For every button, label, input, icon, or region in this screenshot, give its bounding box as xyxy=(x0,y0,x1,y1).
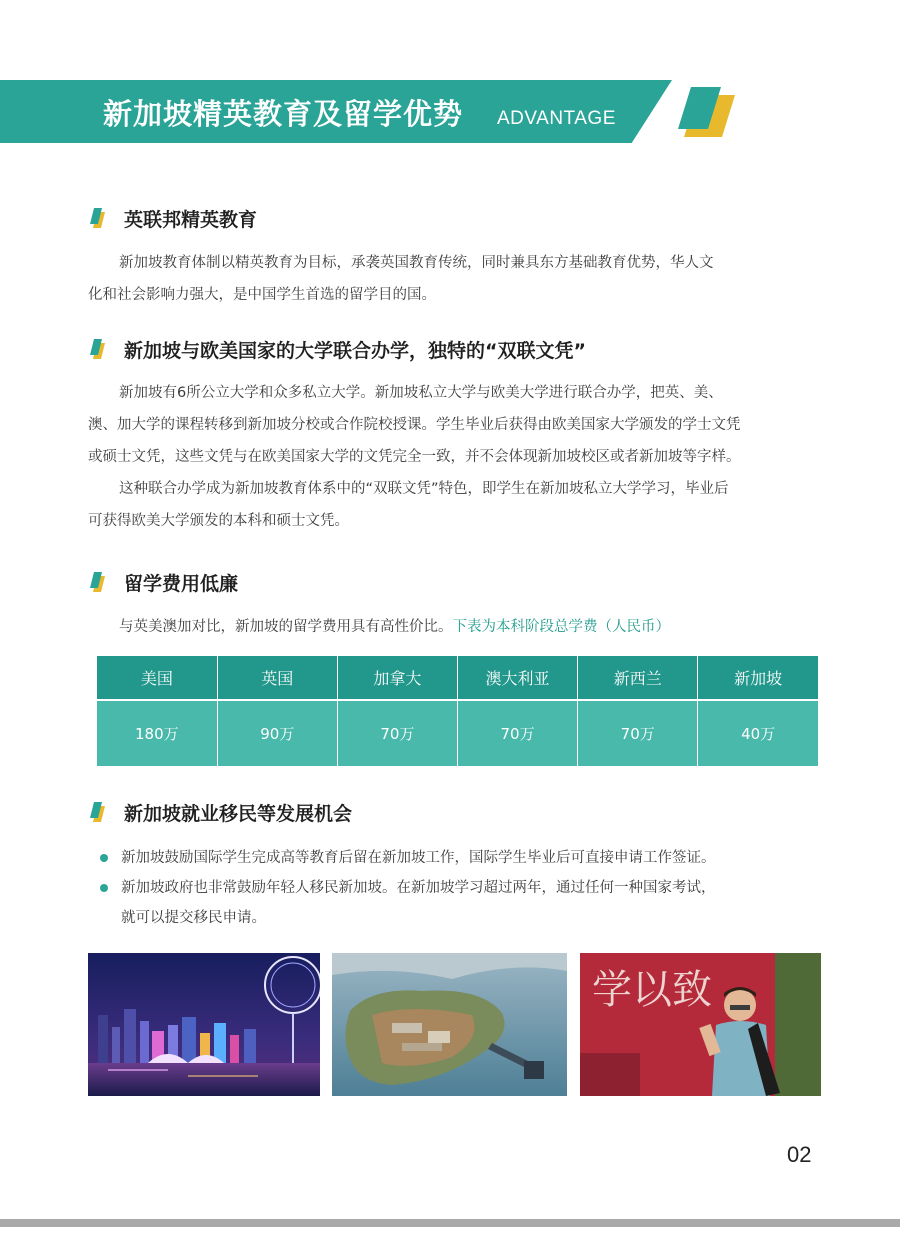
page-number: 02 xyxy=(787,1142,812,1167)
section-body-joint-programs xyxy=(88,377,838,537)
table-header-cell: 英国 xyxy=(217,656,337,700)
cost-intro-text: 与英美澳加对比，新加坡的留学费用具有高性价比。 xyxy=(119,619,453,635)
list-item xyxy=(100,873,840,933)
table-cell: 180万 xyxy=(97,700,217,766)
paragraph-line: 化和社会影响力强大，是中国学生首选的留学目的国。 xyxy=(88,287,436,303)
section-title-low-cost: 留学费用低廉 xyxy=(124,573,239,595)
list-item-text: 新加坡鼓励国际学生完成高等教育后留在新加坡工作，国际学生毕业后可直接申请工作签证。 xyxy=(121,850,716,866)
paragraph-line: 新加坡教育体制以精英教育为目标，承袭英国教育传统，同时兼具东方基础教育优势，华人文 xyxy=(119,255,714,271)
section-marker-icon xyxy=(88,570,112,594)
table-cell: 90万 xyxy=(217,700,337,766)
table-cell: 70万 xyxy=(337,700,457,766)
table-header-cell: 新加坡 xyxy=(698,656,818,700)
list-item-text: 就可以提交移民申请。 xyxy=(121,910,266,926)
singapore-night-skyline-photo xyxy=(88,953,320,1096)
section-marker-icon xyxy=(88,800,112,824)
list-item-text: 新加坡政府也非常鼓励年轻人移民新加坡。在新加坡学习超过两年，通过任何一种国家考试， xyxy=(121,880,716,896)
list-item xyxy=(100,843,840,873)
table-header-cell: 新西兰 xyxy=(578,656,698,700)
table-header-cell: 美国 xyxy=(97,656,217,700)
table-cell: 70万 xyxy=(578,700,698,766)
bullet-dot-icon xyxy=(100,884,108,892)
paragraph-line: 这种联合办学成为新加坡教育体系中的“双联文凭”特色，即学生在新加坡私立大学学习，毕业后 xyxy=(119,481,729,497)
section-body-elite-education xyxy=(88,247,838,311)
student-calligraphy-photo xyxy=(580,953,821,1096)
paragraph-line: 或硕士文凭，这些文凭与在欧美国家大学的文凭完全一致，并不会体现新加坡校区或者新加坡等字样。 xyxy=(88,449,741,465)
tuition-table xyxy=(97,656,818,766)
footer-bar xyxy=(0,1219,900,1227)
singapore-island-aerial-photo xyxy=(332,953,567,1096)
calligraphy-text: 学以致 xyxy=(592,967,712,1013)
header-decoration-icon xyxy=(677,83,739,143)
table-header-cell: 澳大利亚 xyxy=(457,656,577,700)
cost-intro-highlight: 下表为本科阶段总学费（人民币） xyxy=(452,619,670,635)
paragraph-line: 可获得欧美大学颁发的本科和硕士文凭。 xyxy=(88,513,349,529)
section-marker-icon xyxy=(88,206,112,230)
table-cell: 40万 xyxy=(698,700,818,766)
paragraph-line: 澳、加大学的课程转移到新加坡分校或合作院校授课。学生毕业后获得由欧美国家大学颁发的学士文凭 xyxy=(88,417,741,433)
bullet-dot-icon xyxy=(100,854,108,862)
section-title-joint-programs: 新加坡与欧美国家的大学联合办学，独特的“双联文凭” xyxy=(124,340,586,362)
section-title-career-immigration: 新加坡就业移民等发展机会 xyxy=(124,803,353,825)
career-bullet-list xyxy=(100,843,840,933)
section-marker-icon xyxy=(88,337,112,361)
section-title-elite-education: 英联邦精英教育 xyxy=(124,209,258,231)
table-cell: 70万 xyxy=(457,700,577,766)
paragraph-line: 新加坡有6所公立大学和众多私立大学。新加坡私立大学与欧美大学进行联合办学，把英、美、 xyxy=(119,385,723,401)
table-header-row xyxy=(97,656,818,700)
table-row xyxy=(97,700,818,766)
table-header-cell: 加拿大 xyxy=(337,656,457,700)
page-subtitle: ADVANTAGE xyxy=(497,108,616,129)
page-title: 新加坡精英教育及留学优势 xyxy=(103,97,464,131)
paragraph-line xyxy=(88,611,838,643)
section-body-low-cost xyxy=(88,611,838,643)
